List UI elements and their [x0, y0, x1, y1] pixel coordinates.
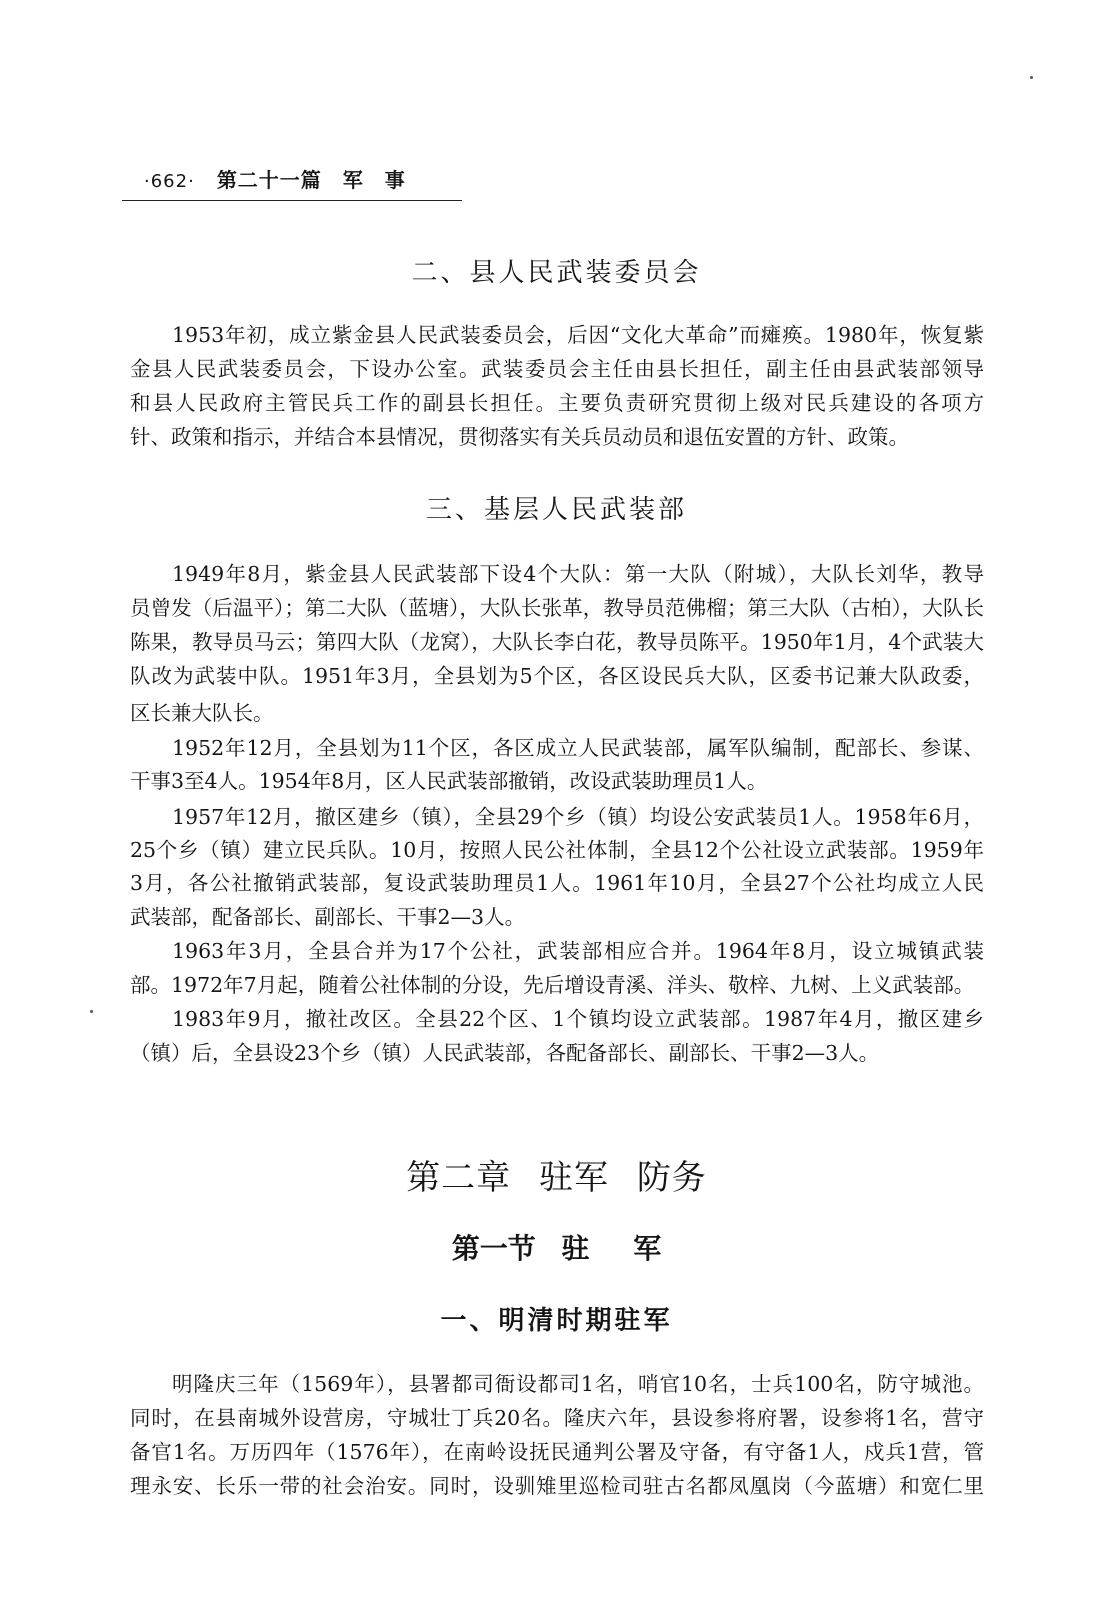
paragraph-line: 同时，在县南城外设营房，守城壮丁兵20名。隆庆六年，县设参将府署，设参将1名，营守 [130, 1406, 984, 1430]
paragraph-line: 金县人民武装委员会，下设办公室。武装委员会主任由县长担任，副主任由县武装部领导 [130, 357, 984, 381]
paragraph-line: 员曾发（后温平）；第二大队（蓝塘），大队长张革，教导员范佛榴；第三大队（古柏），大队长 [130, 596, 984, 620]
section-title-county-armed-committee: 二、县人民武装委员会 [411, 258, 702, 288]
paragraph-line: 理永安、长乐一带的社会治安。同时，设驯雉里巡检司驻古名都凤凰岗（今蓝塘）和宽仁里 [130, 1474, 984, 1498]
part-title: 第二十一篇 军 事 [216, 168, 406, 192]
header-rule [122, 200, 462, 201]
paragraph-line: 25个乡（镇）建立民兵队。10月，按照人民公社体制，全县12个公社设立武装部。1959年 [130, 838, 984, 862]
paragraph-line: 明隆庆三年（1569年），县署都司衙设都司1名，哨官10名，士兵100名，防守城池。 [172, 1372, 984, 1396]
paragraph-line: 区长兼大队长。 [130, 701, 274, 725]
paragraph-line: （镇）后，全县设23个乡（镇）人民武装部，各配备部长、副部长、干事2—3人。 [130, 1041, 880, 1065]
paragraph-line: 备官1名。万历四年（1576年），在南岭设抚民通判公署及守备，有守备1人，戍兵1营，管 [130, 1440, 984, 1464]
section-title-grassroots-armed-department: 三、基层人民武装部 [425, 495, 687, 525]
paragraph-line: 1952年12月，全县划为11个区，各区成立人民武装部，属军队编制，配部长、参谋、 [172, 736, 984, 760]
chapter-label: 第二章 [406, 1158, 512, 1198]
page-number: ·662· [144, 171, 195, 192]
paragraph-line: 干事3至4人。1954年8月，区人民武装部撤销，改设武装助理员1人。 [130, 769, 768, 793]
section-heading [0, 1227, 1113, 1267]
paragraph-line: 队改为武装中队。1951年3月，全县划为5个区，各区设民兵大队，区委书记兼大队政委， [130, 664, 984, 688]
section-heading-word-2: 军 [633, 1232, 662, 1265]
paragraph-line: 1957年12月，撤区建乡（镇），全县29个乡（镇）均设公安武装员1人。1958年6月， [172, 805, 984, 829]
section-title-ming-qing-garrison: 一、明清时期驻军 [440, 1306, 673, 1336]
paragraph-line: 武装部，配备部长、副部长、干事2—3人。 [130, 905, 526, 929]
paragraph-line: 和县人民政府主管民兵工作的副县长担任。主要负责研究贯彻上级对民兵建设的各项方 [130, 391, 984, 415]
paragraph-line: 1963年3月，全县合并为17个公社，武装部相应合并。1964年8月，设立城镇武装 [172, 939, 984, 963]
paragraph-line: 1949年8月，紫金县人民武装部下设4个大队：第一大队（附城），大队长刘华，教导 [172, 562, 984, 586]
scan-speck [90, 1010, 93, 1013]
chapter-title [0, 1150, 1113, 1199]
section-heading-label: 第一节 [451, 1232, 536, 1265]
chapter-word-1: 驻军 [539, 1158, 609, 1198]
paragraph-line: 陈果，教导员马云；第四大队（龙窝），大队长李白花，教导员陈平。1950年1月，4个武装大 [130, 630, 984, 654]
paragraph-line: 3月，各公社撤销武装部，复设武装助理员1人。1961年10月，全县27个公社均成立人民 [130, 871, 984, 895]
chapter-word-2: 防务 [636, 1158, 707, 1198]
section-heading-word-1: 驻 [561, 1232, 590, 1265]
paragraph-line: 针、政策和指示，并结合本县情况，贯彻落实有关兵员动员和退伍安置的方针、政策。 [130, 425, 909, 449]
scan-speck [1030, 76, 1033, 79]
paragraph-line: 1953年初，成立紫金县人民武装委员会，后因“文化大革命”而瘫痪。1980年，恢复紫 [172, 323, 984, 347]
paragraph-line: 1983年9月，撤社改区。全县22个区、1个镇均设立武装部。1987年4月，撤区建乡 [172, 1007, 984, 1031]
paragraph-line: 部。1972年7月起，随着公社体制的分设，先后增设青溪、洋头、敬梓、九树、上义武装部。 [130, 973, 975, 997]
running-header [144, 164, 406, 193]
